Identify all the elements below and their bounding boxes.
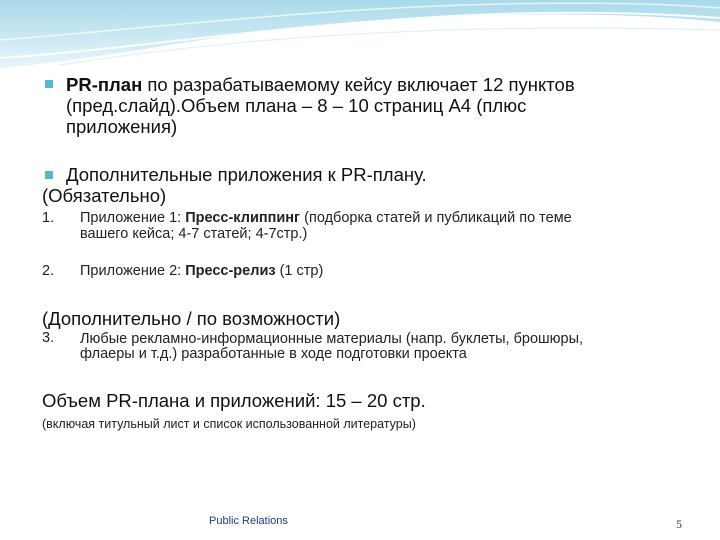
item2-prefix: Приложение 2: <box>80 263 186 279</box>
pr-plan-term: PR-план <box>66 74 143 95</box>
block1-line3: приложения) <box>66 116 178 137</box>
block1-line2: (пред.слайд).Объем плана – 8 – 10 страниц А4 (плюс <box>66 95 527 116</box>
volume-note: (включая титульный лист и список использованной литературы) <box>42 417 416 431</box>
optional-heading: (Дополнительно / по возможности) <box>42 308 341 329</box>
block2-line1: Дополнительные приложения к PR-плану. <box>66 164 427 185</box>
item2-number: 2. <box>42 263 55 279</box>
block1-line1-rest: по разрабатываемому кейсу включает 12 пунктов <box>142 74 575 95</box>
item3-line2: флаеры и т.д.) разработанные в ходе подготовки проекта <box>80 346 467 362</box>
item2-rest: (1 стр) <box>275 263 324 279</box>
block2-line2: (Обязательно) <box>42 185 167 206</box>
item3-number: 3. <box>42 330 55 346</box>
bullet-square-icon <box>45 80 53 88</box>
item3-line1: Любые рекламно-информационные материалы (напр. буклеты, брошюры, <box>80 331 584 347</box>
item1-number: 1. <box>42 210 55 226</box>
footer-title: Public Relations <box>209 515 288 527</box>
volume-heading: Объем PR-плана и приложений: 15 – 20 стр. <box>42 390 426 411</box>
block1-line1 <box>66 74 575 95</box>
item2-bold: Пресс-релиз <box>185 263 276 279</box>
page-number: 5 <box>676 517 682 531</box>
item1-rest: (подборка статей и публикаций по теме <box>300 210 572 226</box>
bullet-square-icon <box>45 171 53 179</box>
item1-prefix: Приложение 1: <box>80 210 186 226</box>
item1-line1 <box>80 210 572 226</box>
item2-line1 <box>80 263 323 279</box>
item1-bold: Пресс-клиппинг <box>185 210 301 226</box>
item1-line2: вашего кейса; 4-7 статей; 4-7стр.) <box>80 226 308 242</box>
